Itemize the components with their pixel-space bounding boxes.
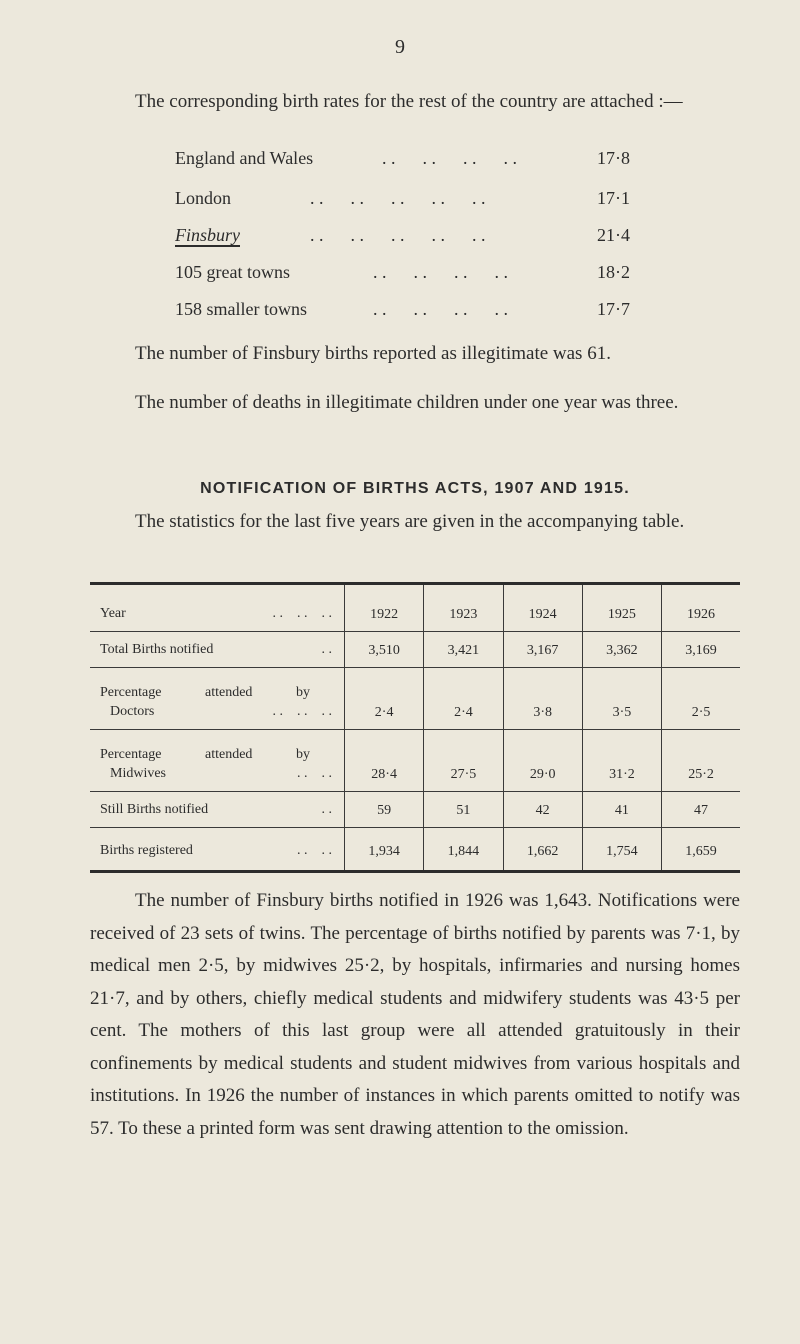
leader-dots: . . . . . . . . . . (310, 225, 486, 245)
row-label-line2: Doctors (110, 704, 155, 719)
birth-rate-value: 21·4 (597, 225, 630, 245)
illegitimate-births-paragraph: The number of Finsbury births reported as illegitimate was 61. (135, 343, 611, 364)
row-label-line1: Percentage attended by (100, 747, 310, 762)
birth-rate-row (175, 257, 665, 287)
year-label: Year (100, 606, 126, 621)
birth-rate-row (175, 143, 665, 173)
table-cell: 2·4 (424, 668, 503, 730)
table-cell: 41 (582, 792, 661, 828)
year-header: 1922 (345, 584, 424, 632)
table-row-label: Still Births notified . . (90, 792, 345, 828)
row-label-line1: Percentage attended by (100, 685, 310, 700)
year-header: 1926 (662, 584, 740, 632)
table-row (90, 792, 740, 828)
leader-dots: . . . . . . . . (373, 299, 508, 319)
birth-rate-place: 105 great towns (175, 262, 290, 282)
row-label-line2: Midwives (110, 766, 166, 781)
table-row (90, 828, 740, 872)
table-cell: 3,167 (503, 632, 582, 668)
leader-dots: . . . . . . . . (382, 148, 517, 168)
birth-rate-place: 158 smaller towns (175, 299, 307, 319)
table-intro-paragraph: The statistics for the last five years are given in the accompanying table. (135, 511, 685, 532)
table-row (90, 730, 740, 792)
table-cell: 42 (503, 792, 582, 828)
leader-dots: . . . . . . . . (373, 262, 508, 282)
table-cell: 28·4 (345, 730, 424, 792)
table-row-label: Births registered . . . . (100, 843, 332, 858)
birth-rate-value: 17·7 (597, 299, 630, 319)
table-row-label: Total Births notified . . (90, 632, 345, 668)
closing-paragraph: The number of Finsbury births notified in 1926 was 1,643. Notifications were received of 23 sets of twins. The percentage of births notified by parents was 7·1, by medical men 2·5, by midwives 25·2, by hospitals, infirmaries and nursing homes 21·7, and by others, chiefly medical students and midwifery students was 43·5 per cent. The mothers of this last group were all attended gratuitously in their confinements by medical students and student midwives from various hospitals and institutions. In 1926 the number of instances in which parents omitted to notify was 57. To these a printed form was sent drawing attention to the omission. (90, 890, 740, 1139)
table-cell: 3,421 (424, 632, 503, 668)
intro-paragraph: The corresponding birth rates for the rest of the country are attached :— (135, 91, 683, 112)
leader-dots: . . . . . . . . . . (310, 188, 486, 208)
table-cell: 3,169 (662, 632, 740, 668)
year-header: 1923 (424, 584, 503, 632)
birth-rate-row (175, 294, 665, 324)
table-cell: 47 (662, 792, 740, 828)
table-cell: 1,659 (662, 828, 740, 872)
table-row-label: Percentage attended by Midwives . . . . (90, 730, 345, 792)
birth-rate-value: 18·2 (597, 262, 630, 282)
table-cell: 25·2 (662, 730, 740, 792)
birth-rate-value: 17·1 (597, 188, 630, 208)
year-header: 1925 (582, 584, 661, 632)
table-cell: 3,362 (582, 632, 661, 668)
birth-rate-place: Finsbury (175, 225, 240, 245)
table-row-label: Percentage attended by Doctors . . . . . . (90, 668, 345, 730)
table-cell: 51 (424, 792, 503, 828)
birth-rate-value: 17·8 (597, 148, 630, 168)
table-cell: 3·5 (582, 668, 661, 730)
table-row (90, 668, 740, 730)
table-cell: 1,934 (345, 828, 424, 872)
table-row-label: Year . . . . . . (90, 584, 345, 632)
row-label-text: Total Births notified (100, 642, 214, 657)
birth-rate-row (175, 183, 665, 213)
table-cell: 3·8 (503, 668, 582, 730)
birth-rate-row (175, 220, 665, 250)
table-cell: 29·0 (503, 730, 582, 792)
row-label-text: Births registered (100, 843, 193, 858)
page-number: 9 (395, 36, 405, 58)
table-cell: 59 (345, 792, 424, 828)
table-cell: 1,754 (582, 828, 661, 872)
table-cell: 31·2 (582, 730, 661, 792)
row-label-text: Still Births notified (100, 802, 209, 817)
table-row (90, 632, 740, 668)
birth-rate-place: England and Wales (175, 148, 314, 168)
table-cell: 27·5 (424, 730, 503, 792)
year-header: 1924 (503, 584, 582, 632)
table-cell: 1,844 (424, 828, 503, 872)
table-cell: 2·4 (345, 668, 424, 730)
table-cell: 2·5 (662, 668, 740, 730)
table-cell: 1,662 (503, 828, 582, 872)
illegitimate-deaths-paragraph: The number of deaths in illegitimate children under one year was three. (135, 392, 679, 413)
table-header-row (90, 584, 740, 632)
section-heading: NOTIFICATION OF BIRTHS ACTS, 1907 AND 1915. (200, 480, 630, 497)
table-cell: 3,510 (345, 632, 424, 668)
birth-rate-place: London (175, 188, 231, 208)
notification-statistics-table (90, 582, 740, 873)
